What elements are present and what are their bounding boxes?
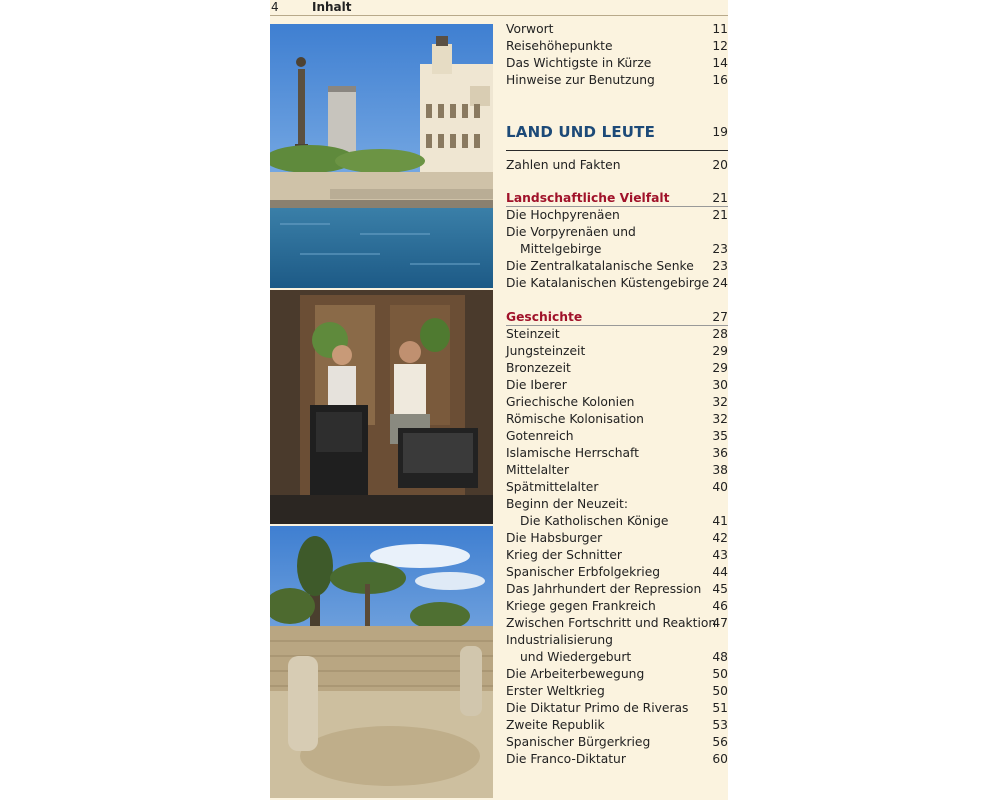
- page-header: [270, 0, 728, 16]
- section-title: Inhalt: [312, 0, 352, 14]
- section-divider: [506, 150, 728, 151]
- ruins-photo: [270, 526, 493, 798]
- page-number: 4: [271, 0, 279, 14]
- musicians-photo: [270, 290, 493, 524]
- harbour-photo: [270, 24, 493, 288]
- book-page: 4 Inhalt Vorwort 11 Reisehöhepunkte 12 Das Wichtigste in Kürze 14 Hinweise zur Benutzung 16 LAND UND LEUTE 19 Zahlen und Fakten 20 Landschaftliche Vielfalt 21 Die Hochpyrenäen 21 Die Vorpyrenäen und Mittelgebirge 23 Die Zentralkatalanische Senke 23 Die Katalanischen Küstengebirge 24 Geschichte 27 Steinzeit 28 Jungsteinzeit 29 Bronzezeit 29 Die Iberer 30 Griechische Kolonien 32 Römische Kolonisation 32 Gotenreich 35 Islamische Herrschaft 36 Mittelalter 38 Spätmittelalter 40 Beginn der Neuzeit: Die Katholischen Könige 41 Die Habsburger 42 Krieg der Schnitter 43 Spanischer Erbfolgekrieg 44 Das Jahrhundert der Repression 45 Kriege gegen Frankreich 46 Zwischen Fortschritt und Reaktion 47 Industrialisierung und Wiedergeburt 48 Die Arbeiterbewegung 50 Erster Weltkrieg 50 Die Diktatur Primo de Riveras 51 Zweite Republik 53 Spanischer Bürgerkrieg 56 Die Franco-Diktatur 60: [270, 0, 728, 800]
